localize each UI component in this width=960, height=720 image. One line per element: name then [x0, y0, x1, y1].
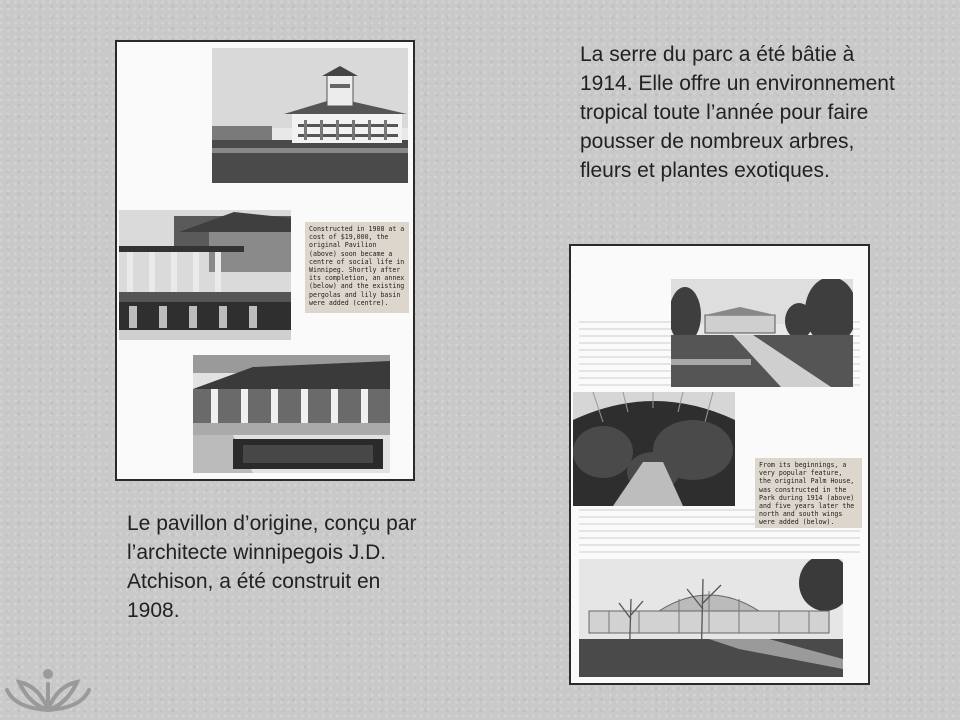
pavilion-caption: Constructed in 1908 at a cost of $19,000, the original Pavilion (above) soon became a centre of social life in Winnipeg. Shortly after its completion, an annex (below) and the existing pergolas and lily basin were added (centre).: [305, 222, 409, 313]
pavilion-tower-photo: [212, 48, 408, 183]
palm-house-scan-page: [569, 244, 870, 685]
palm-house-caption: From its beginnings, a very popular feature, the original Palm House, was constructed in the Park during 1914 (above) and five years later the north and south wings were added (below).: [755, 458, 862, 528]
palm-house-interior-photo: [573, 392, 735, 506]
slide-text-pavilion: Le pavillon d’origine, conçu par l’architecte winnipegois J.D. Atchison, a été construit en 1908.: [127, 512, 417, 622]
pavilion-scan-page: [115, 40, 415, 481]
pavilion-annex-photo: [193, 355, 390, 473]
palm-house-exterior-photo: [671, 279, 853, 387]
slide-text-greenhouse: La serre du parc a été bâtie à 1914. Elle offre un environnement tropical toute l’année pour faire pousser de nombreux arbres, fleurs et plantes exotiques.: [580, 43, 895, 182]
pergola-lily-basin-photo: [119, 210, 291, 340]
lotus-logo-icon: [5, 664, 91, 716]
palm-house-wings-photo: [579, 559, 843, 677]
